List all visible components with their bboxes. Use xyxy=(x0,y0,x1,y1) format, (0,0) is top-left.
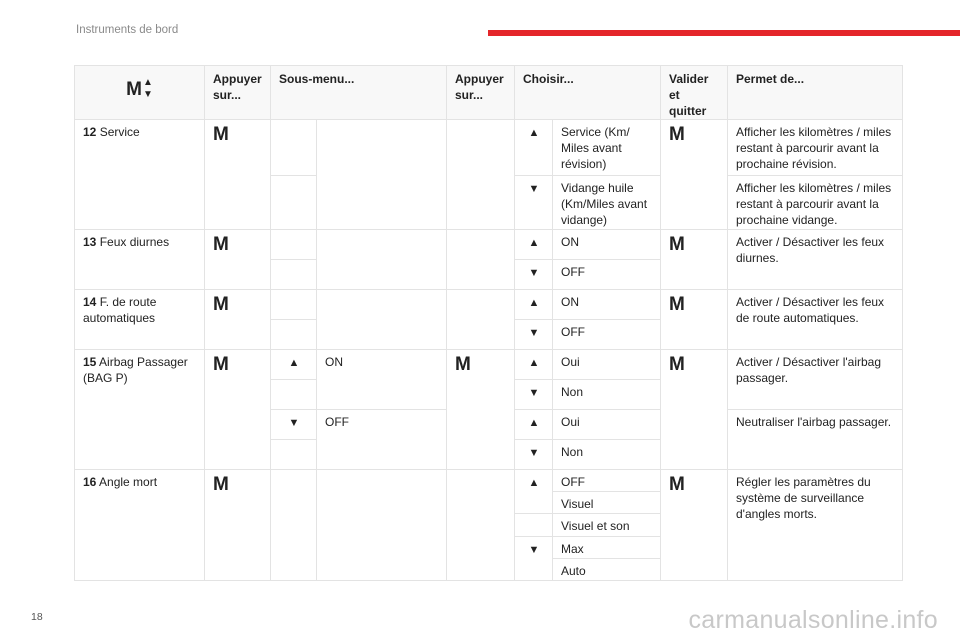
arrow-up-icon: ▲ xyxy=(528,237,540,249)
choice-max: Max xyxy=(553,537,661,559)
validate-cell xyxy=(661,230,728,290)
arrow-up-icon: ▲ xyxy=(288,357,300,369)
table-header-row xyxy=(75,66,903,120)
page-number: 18 xyxy=(31,611,43,623)
submenu-on: ON xyxy=(317,350,447,410)
press-cell xyxy=(205,230,271,290)
m-key-icon: M xyxy=(669,354,685,375)
table-row-service xyxy=(75,120,903,176)
header-menu-key-cell xyxy=(75,66,205,120)
validate-cell xyxy=(661,350,728,470)
arrow-up-icon: ▲ xyxy=(528,127,540,139)
press-cell-2 xyxy=(447,350,515,470)
arrow-up-icon: ▲ xyxy=(528,477,540,489)
arrow-down-icon: ▼ xyxy=(528,327,540,339)
menu-item-angle-mort: 16 Angle mort xyxy=(75,470,205,581)
choice-oil-change: Vidange huile (Km/Miles avant vidange) xyxy=(553,176,661,230)
description-feux-diurnes: Activer / Désactiver les feux diurnes. xyxy=(728,230,903,290)
press-cell xyxy=(205,350,271,470)
column-header-allows: Permet de... xyxy=(728,66,903,120)
arrow-up-icon: ▲ xyxy=(142,77,153,88)
arrow-down-icon: ▼ xyxy=(528,544,540,556)
column-header-press-2: Appuyer sur... xyxy=(447,66,515,120)
description-angle-mort: Régler les paramètres du système de surveillance d'angles morts. xyxy=(728,470,903,581)
menu-item-feux-route: 14 F. de route automatiques xyxy=(75,290,205,350)
table-row-feux-route xyxy=(75,290,903,320)
m-key-icon: M xyxy=(669,234,685,255)
m-key-icon: M xyxy=(213,234,229,255)
m-key-icon: M xyxy=(213,294,229,315)
watermark: carmanualsonline.info xyxy=(688,606,938,634)
page-header-title: Instruments de bord xyxy=(76,24,179,36)
table-row-feux-diurnes xyxy=(75,230,903,260)
column-header-submenu: Sous-menu... xyxy=(271,66,447,120)
choice-oui: Oui xyxy=(553,350,661,380)
validate-cell xyxy=(661,290,728,350)
m-key-icon: M xyxy=(669,124,685,145)
arrow-down-icon: ▼ xyxy=(528,447,540,459)
arrow-down-icon: ▼ xyxy=(528,267,540,279)
choice-service-km: Service (Km/ Miles avant révision) xyxy=(553,120,661,176)
submenu-off: OFF xyxy=(317,410,447,470)
description-oil-change: Afficher les kilomètres / miles restant à parcourir avant la prochaine vidange. xyxy=(728,176,903,230)
validate-cell xyxy=(661,120,728,230)
m-key-icon: M xyxy=(669,294,685,315)
arrow-up-icon: ▲ xyxy=(528,297,540,309)
choice-non: Non xyxy=(553,380,661,410)
arrow-up-icon: ▲ xyxy=(528,417,540,429)
choice-on: ON xyxy=(553,230,661,260)
menu-item-service: 12 Service xyxy=(75,120,205,230)
description-airbag-off: Neutraliser l'airbag passager. xyxy=(728,410,903,470)
choice-auto: Auto xyxy=(553,559,661,581)
column-header-validate: Valider et quitter xyxy=(661,66,728,120)
press-cell xyxy=(205,290,271,350)
m-key-icon: M xyxy=(213,474,229,495)
description-feux-route: Activer / Désactiver les feux de route automatiques. xyxy=(728,290,903,350)
arrow-up-icon: ▲ xyxy=(528,357,540,369)
m-key-icon: M xyxy=(126,78,142,100)
column-header-choose: Choisir... xyxy=(515,66,661,120)
choice-visuel-et-son: Visuel et son xyxy=(553,514,661,537)
header-accent-bar xyxy=(488,30,960,36)
menu-item-feux-diurnes: 13 Feux diurnes xyxy=(75,230,205,290)
arrow-down-icon: ▼ xyxy=(288,417,300,429)
m-key-icon: M xyxy=(213,354,229,375)
menu-settings-table xyxy=(74,65,903,581)
choice-off: OFF xyxy=(553,320,661,350)
arrow-down-icon: ▼ xyxy=(142,89,153,100)
press-cell xyxy=(205,470,271,581)
menu-item-airbag: 15 Airbag Passager (BAG P) xyxy=(75,350,205,470)
validate-cell xyxy=(661,470,728,581)
arrow-down-icon: ▼ xyxy=(528,183,540,195)
description-airbag-on: Activer / Désactiver l'airbag passager. xyxy=(728,350,903,410)
choice-non: Non xyxy=(553,440,661,470)
choice-visuel: Visuel xyxy=(553,492,661,514)
m-key-icon: M xyxy=(669,474,685,495)
choice-oui: Oui xyxy=(553,410,661,440)
m-key-icon: M xyxy=(213,124,229,145)
arrow-down-icon: ▼ xyxy=(528,387,540,399)
table-row-angle-mort xyxy=(75,470,903,492)
press-cell xyxy=(205,120,271,230)
description-service: Afficher les kilomètres / miles restant à parcourir avant la prochaine révision. xyxy=(728,120,903,176)
column-header-press: Appuyer sur... xyxy=(205,66,271,120)
m-key-icon: M xyxy=(455,354,471,375)
choice-off: OFF xyxy=(553,260,661,290)
choice-off: OFF xyxy=(553,470,661,492)
table-row-airbag xyxy=(75,350,903,380)
choice-on: ON xyxy=(553,290,661,320)
